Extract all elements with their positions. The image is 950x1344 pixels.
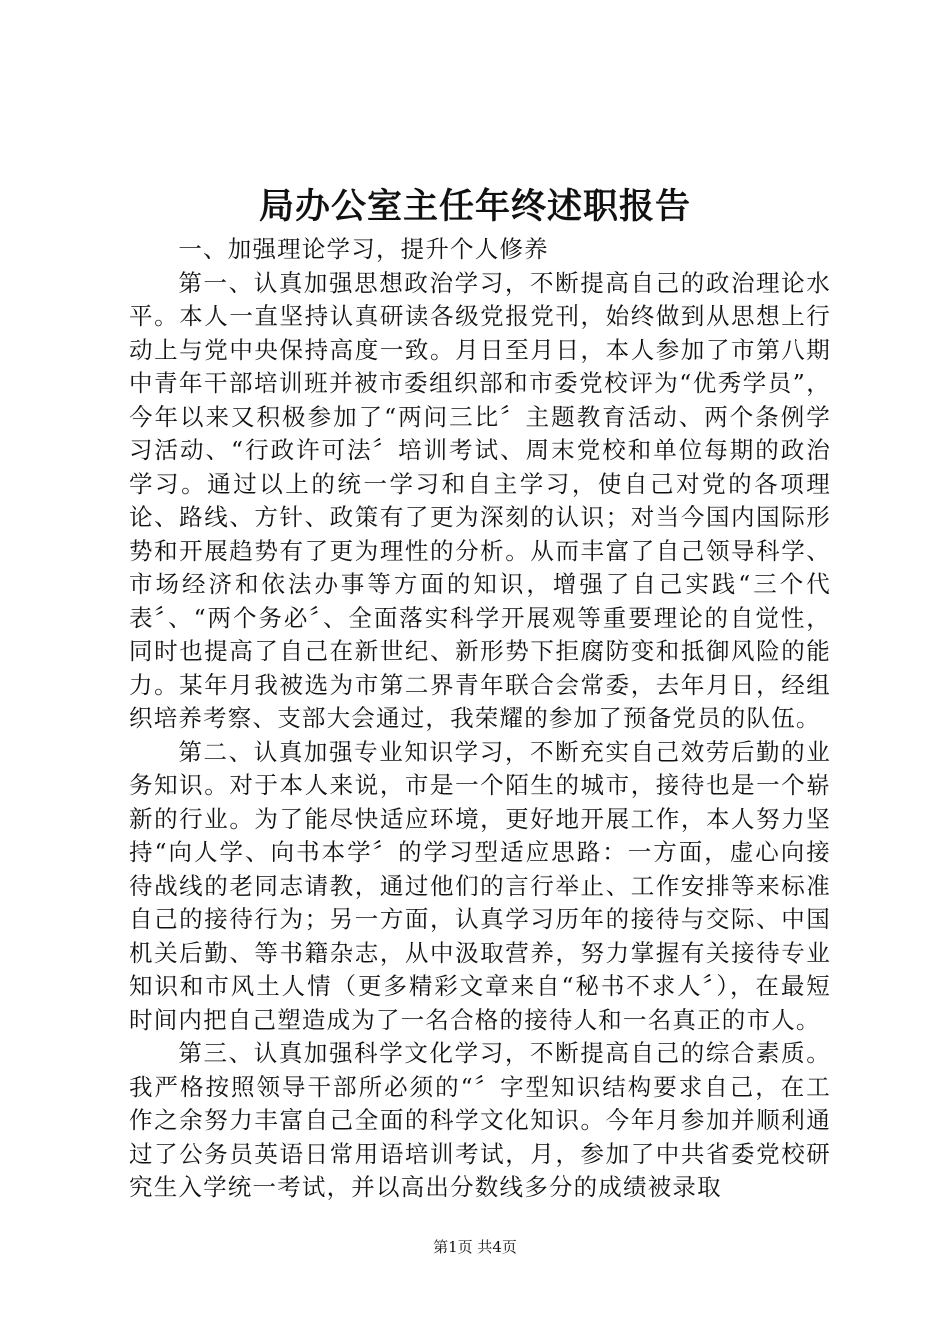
paragraph-1: 第一、认真加强思想政治学习，不断提高自己的政治理论水平。本人一直坚持认真研读各级党报党刊，始终做到从思想上行动上与党中央保持高度一致。月日至月日，本人参加了市第八期中青年干部培训班并被市委组织部和市委党校评为“优秀学员”，今年以来又积极参加了“两问三比〞主题教育活动、两个条例学习活动、“行政许可法〞培训考试、周末党校和单位每期的政治学习。通过以上的统一学习和自主学习，使自己对党的各项理论、路线、方针、政策有了更为深刻的认识；对当今国内国际形势和开展趋势有了更为理性的分析。从而丰富了自己领导科学、市场经济和依法办事等方面的知识，增强了自己实践“三个代表〞、“两个务必〞、全面落实科学开展观等重要理论的自觉性，同时也提高了自己在新世纪、新形势下拒腐防变和抵御风险的能力。某年月我被选为市第二界青年联合会常委，去年月日，经组织培养考察、支部大会通过，我荣耀的参加了预备党员的队伍。 [129,268,831,732]
paragraph-3: 第三、认真加强科学文化学习，不断提高自己的综合素质。我严格按照领导干部所必须的“〞字型知识结构要求自己，在工作之余努力丰富自己全面的科学文化知识。今年月参加并顺利通过了公务员英语日常用语培训考试，月，参加了中共省委党校研究生入学统一考试，并以高出分数线多分的成绩被录取 [129,1039,831,1201]
paragraph-2: 第二、认真加强专业知识学习，不断充实自己效劳后勤的业务知识。对于本人来说，市是一个陌生的城市，接待也是一个崭新的行业。为了能尽快适应环境，更好地开展工作，本人努力坚持“向人学、向书本学〞的学习型适应思路：一方面，虚心向接待战线的老同志请教，通过他们的言行举止、工作安排等来标准自己的接待行为；另一方面，认真学习历年的接待与交际、中国机关后勤、等书籍杂志，从中汲取营养，努力掌握有关接待专业知识和市风土人情（更多精彩文章来自“秘书不求人〞），在最短时间内把自己塑造成为了一名合格的接待人和一名真正的市人。 [129,737,831,1034]
section-heading: 一、加强理论学习，提升个人修养 [178,235,549,263]
document-body [129,233,831,1205]
document-title: 局办公室主任年终述职报告 [258,186,691,227]
page-footer: 第1页 共4页 [433,1238,517,1256]
